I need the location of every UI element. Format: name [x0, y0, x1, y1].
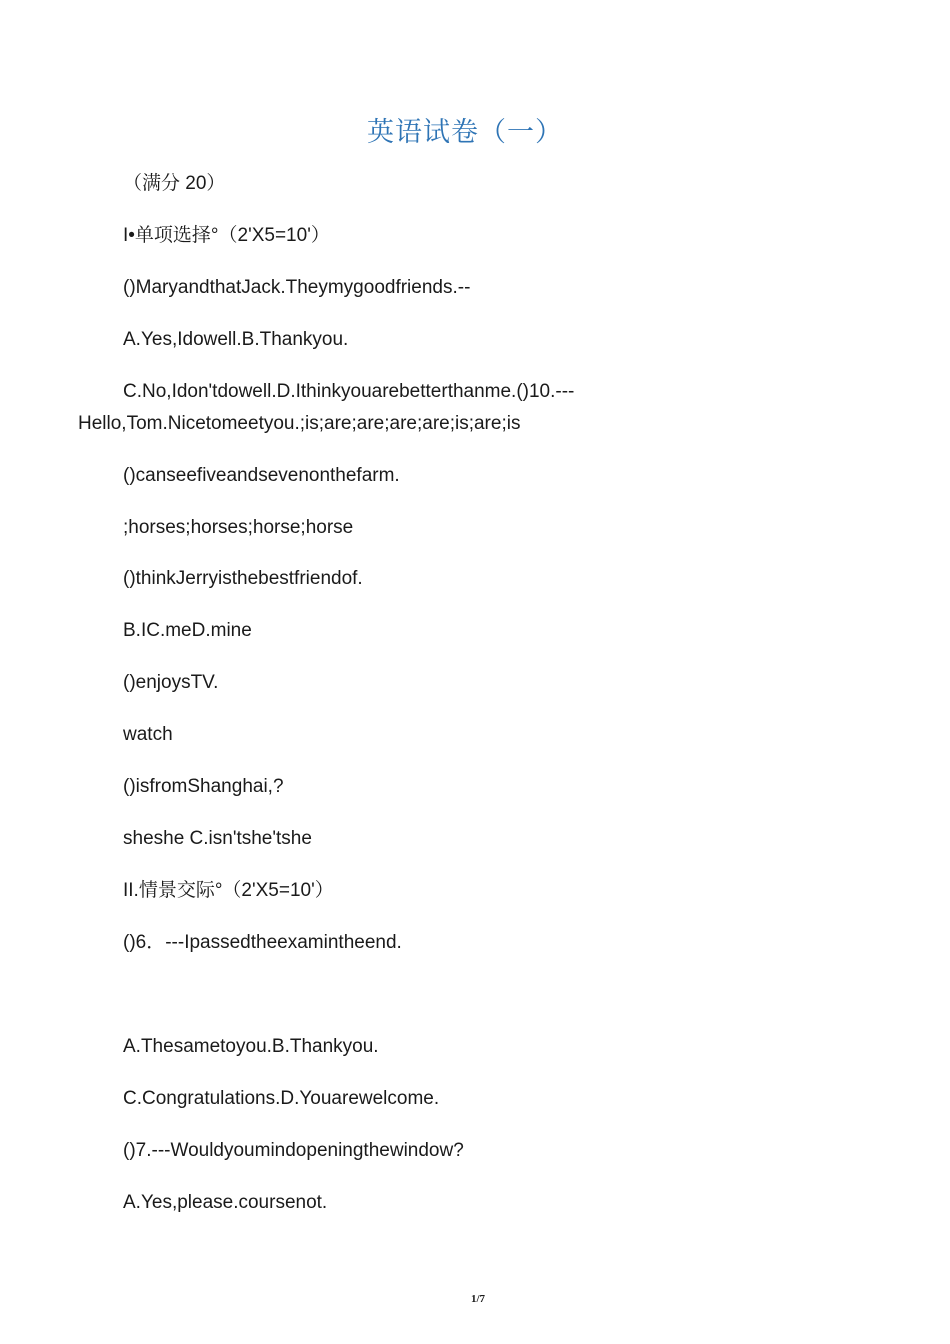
section-2-heading: II.情景交际°（2'X5=10'） [123, 880, 334, 901]
full-score-note: （满分 20） [123, 173, 226, 194]
question-1-options-ab: A.Yes,Idowell.B.Thankyou. [123, 329, 349, 350]
question-1-options-cd-line-2: Hello,Tom.Nicetomeetyou.;is;are;are;are;are;is;are;is [78, 413, 521, 434]
question-3-options: B.IC.meD.mine [123, 620, 252, 641]
question-6-options-ab: A.Thesametoyou.B.Thankyou. [123, 1036, 379, 1057]
question-1: ()MaryandthatJack.Theymygoodfriends.-- [123, 277, 471, 298]
question-6: ()6．---Ipassedtheexamintheend. [123, 932, 402, 953]
question-2-options: ;horses;horses;horse;horse [123, 517, 354, 538]
question-2: ()canseefiveandsevenonthefarm. [123, 465, 400, 486]
section-1-heading: I•单项选择°（2'X5=10'） [123, 225, 330, 246]
question-7-options-ab: A.Yes,please.coursenot. [123, 1192, 328, 1213]
question-5-options: sheshe C.isn'tshe'tshe [123, 828, 312, 849]
question-4-options: watch [123, 724, 173, 745]
question-4: ()enjoysTV. [123, 672, 219, 693]
question-5: ()isfromShanghai,? [123, 776, 284, 797]
page-number: 1/7 [470, 1293, 486, 1305]
question-3: ()thinkJerryisthebestfriendof. [123, 568, 363, 589]
question-1-options-cd-line-1: C.No,Idon'tdowell.D.Ithinkyouarebetterthanme.()10.--- [123, 381, 575, 402]
page-title: 英语试卷（一） [367, 117, 563, 148]
question-7: ()7.---Wouldyoumindopeningthewindow? [123, 1140, 464, 1161]
question-6-options-cd: C.Congratulations.D.Youarewelcome. [123, 1088, 440, 1109]
question-1-options-cd [78, 376, 638, 408]
